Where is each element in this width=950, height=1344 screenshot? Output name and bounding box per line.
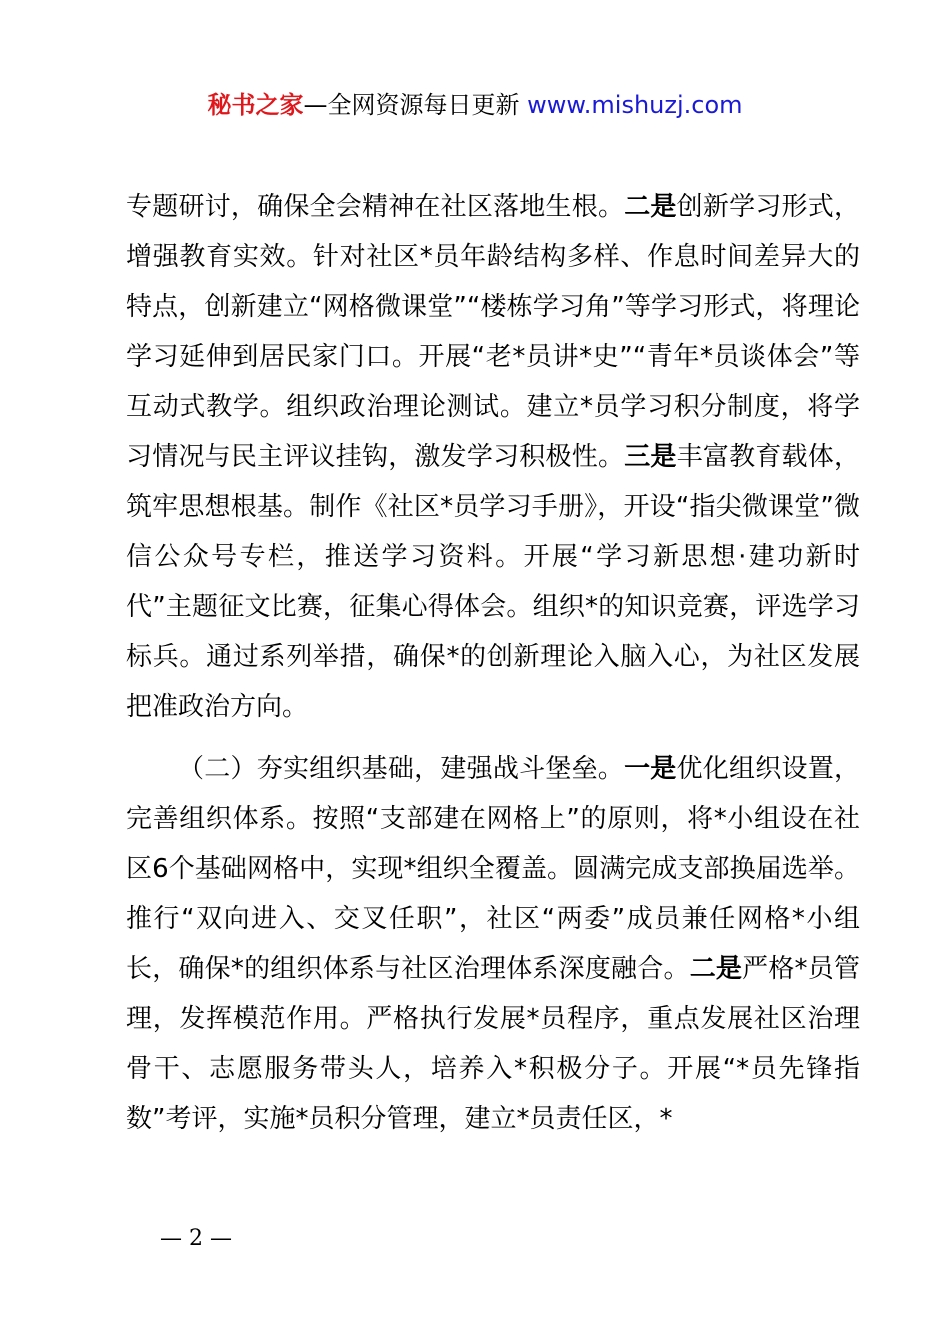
- paragraph-2: [126, 744, 860, 1144]
- bold-marker: 一是: [624, 754, 677, 784]
- bold-marker: 三是: [624, 442, 677, 472]
- text-segment: 创新学习形式，增强教育实效。针对社区*员年龄结构多样、作息时间差异大的特点，创新建立“网格微课堂”“楼栋学习角”等学习形式，将理论学习延伸到居民家门口。开展“老*员讲*史”“青年*员谈体会”等互动式教学。组织政治理论测试。建立*员学习积分制度，将学习情况与民主评议挂钩，激发学习积极性。: [126, 192, 860, 472]
- document-body: [126, 182, 860, 1144]
- brand-name: 秘书之家: [207, 91, 304, 119]
- text-segment: 丰富教育载体，筑牢思想根基。制作《社区*员学习手册》，开设“指尖微课堂”微信公众号专栏，推送学习资料。开展“学习新思想·建功新时代”主题征文比赛，征集心得体会。组织*的知识竞赛，评选学习标兵。通过系列举措，确保*的创新理论入脑入心，为社区发展把准政治方向。: [126, 442, 860, 722]
- page-header: [0, 88, 950, 122]
- bold-marker: 二是: [624, 192, 677, 222]
- page-number: — 2 —: [160, 1226, 232, 1251]
- header-tagline: —全网资源每日更新: [303, 91, 528, 119]
- text-segment: 优化组织设置，完善组织体系。按照“支部建在网格上”的原则，将*小组设在社区6个基础网格中，实现*组织全覆盖。圆满完成支部换届选举。推行“双向进入、交叉任职”，社区“两委”成员兼任网格*小组长，确保*的组织体系与社区治理体系深度融合。: [126, 754, 860, 984]
- text-segment: （二）夯实组织基础，建强战斗堡垒。: [178, 754, 625, 784]
- text-segment: 专题研讨，确保全会精神在社区落地生根。: [126, 192, 625, 222]
- bold-marker: 二是: [689, 954, 743, 984]
- paragraph-1: [126, 182, 860, 732]
- site-url-link[interactable]: www.mishuzj.com: [527, 91, 743, 119]
- text-segment: 严格*员管理，发挥模范作用。严格执行发展*员程序，重点发展社区治理骨干、志愿服务带头人，培养入*积极分子。开展“*员先锋指数”考评，实施*员积分管理，建立*员责任区，*: [126, 954, 860, 1134]
